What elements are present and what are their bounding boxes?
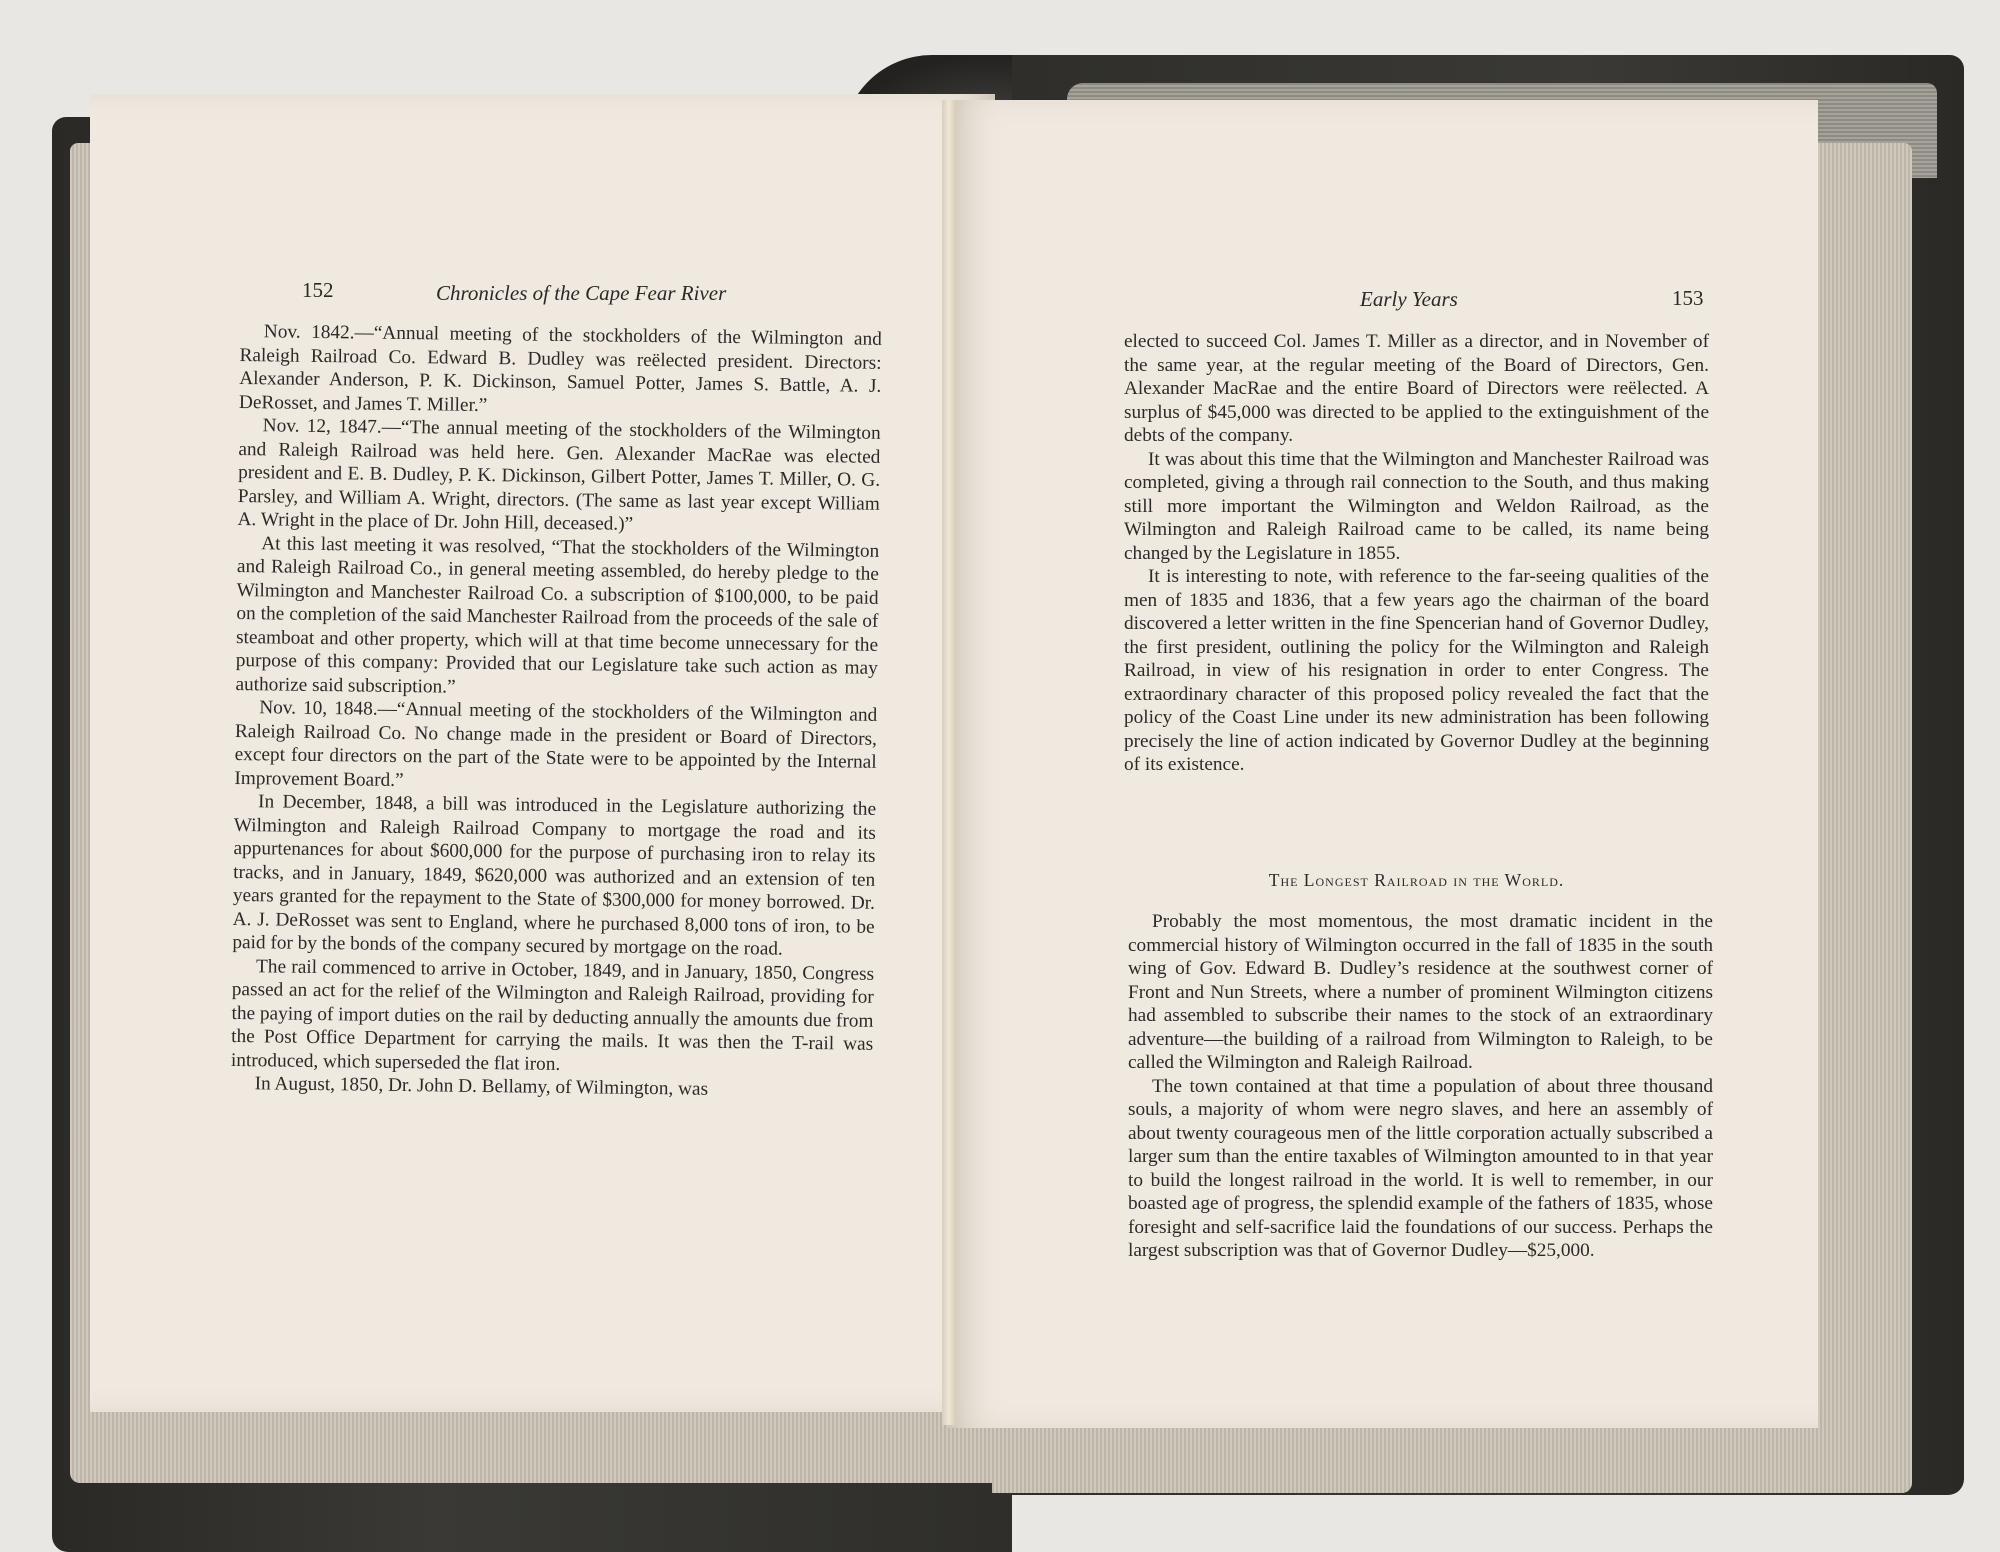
right-paragraph: Probably the most momentous, the most dramatic incident in the commercial history of Wilmington occurred in the fall of 1835 in the south wing of Gov. Edward B. Dudley’s residence at the southwest corner of Front and Nun Streets, where a number of prominent Wilmington citizens had assembled to subscribe their names to the stock of an extraordinary adventure—the building of a railroad from Wilmington to Raleigh, to be called the Wilmington and Raleigh Railroad. <box>1128 911 1713 1073</box>
left-paragraph: In August, 1850, Dr. John D. Bellamy, of Wilmington, was <box>254 1073 709 1100</box>
left-running-head-title: Chronicles of the Cape Fear River <box>436 281 727 305</box>
right-running-head-title: Early Years <box>1360 287 1458 311</box>
right-page-body-bottom <box>1128 910 1713 1263</box>
left-paragraph: Nov. 12, 1847.—“The annual meeting of the stockholders of the Wilmington and Raleigh Railroad was held here. Gen. Alexander MacRae was elected president and E. B. Dudley, P. K. Dickinson, Gilbert Potter, James T. Miller, O. G. Parsley, and William A. Wright, directors. (The same as last year except William A. Wright in the place of Dr. John Hill, deceased.)” <box>237 415 881 535</box>
left-page-number: 152 <box>302 278 334 302</box>
section-heading: The Longest Railroad in the World. <box>1268 870 1565 890</box>
left-page-body <box>231 320 882 1103</box>
left-paragraph: In December, 1848, a bill was introduced in the Legislature authorizing the Wilmington and Raleigh Railroad Company to mortgage the road and its appurtenances for about $600,000 for the purpose of purchasing iron to relay its tracks, and in January, 1849, $620,000 was authorized and an extension of ten years granted for the repayment to the State of $300,000 for money borrowed. Dr. A. J. DeRosset was sent to England, where he purchased 8,000 tons of iron, to be paid for by the bonds of the company secured by mortgage on the road. <box>232 791 877 960</box>
right-paragraph: The town contained at that time a population of about three thousand souls, a majority of whom were negro slaves, and here an assembly of about twenty courageous men of the little corporation actually subscribed a larger sum than the entire taxables of Wilmington amounted to in that year to build the longest railroad in the world. It is well to remember, in our boasted age of progress, the splendid example of the fathers of 1835, whose foresight and self-sacrifice laid the foundations of our success. Perhaps the largest subscription was that of Governor Dudley—$25,000. <box>1128 1075 1713 1261</box>
right-page-number: 153 <box>1672 286 1704 310</box>
left-paragraph: The rail commenced to arrive in October, 1849, and in January, 1850, Congress passed an act for the relief of the Wilmington and Raleigh Railroad, providing for the paying of import duties on the rail by deducting annually the amounts due from the Post Office Department for carrying the mails. It was then the T-rail was introduced, which superseded the flat iron. <box>230 955 875 1075</box>
right-running-head <box>1360 287 1458 312</box>
left-paragraph: Nov. 1842.—“Annual meeting of the stockholders of the Wilmington and Raleigh Railroad Co. Edward B. Dudley was reëlected president. Directors: Alexander Anderson, P. K. Dickinson, Samuel Potter, James S. Battle, A. J. DeRosset, and James T. Miller.” <box>238 321 882 416</box>
book-gutter <box>942 100 956 1425</box>
right-page-body-top <box>1124 330 1709 777</box>
right-paragraph: It is interesting to note, with reference to the far-seeing qualities of the men of 1835 and 1836, that a few years ago the chairman of the board discovered a letter written in the fine Spencerian hand of Governor Dudley, the first president, outlining the policy for the Wilmington and Raleigh Railroad, in view of his resignation in order to enter Congress. The extraordinary character of this proposed policy revealed the fact that the policy of the Coast Line under its new administration has been following precisely the line of action indicated by Governor Dudley at the beginning of its existence. <box>1124 566 1709 775</box>
left-paragraph: Nov. 10, 1848.—“Annual meeting of the stockholders of the Wilmington and Raleigh Railroad Co. No change made in the president or Board of Directors, except four directors on the part of the State were to be appointed by the Internal Improvement Board.” <box>234 697 878 791</box>
right-paragraph: It was about this time that the Wilmington and Manchester Railroad was completed, giving a through rail connection to the South, and thus making still more important the Wilmington and Weldon Railroad, as the Wilmington and Raleigh Railroad came to be called, its name being changed by the Legislature in 1855. <box>1124 448 1709 564</box>
left-running-head <box>436 281 726 306</box>
left-paragraph: At this last meeting it was resolved, “That the stockholders of the Wilmington and Raleigh Railroad Co., in general meeting assembled, do hereby pledge to the Wilmington and Manchester Railroad Co. a subscription of $100,000, to be paid on the completion of the said Manchester Railroad from the proceeds of the sale of steamboat and other property, which will at that time become unnecessary for the purpose of this company: Provided that our Legislature take such action as may authorize said subscription.” <box>235 532 880 698</box>
right-paragraph: elected to succeed Col. James T. Miller as a director, and in November of the same year, at the regular meeting of the Board of Directors, Gen. Alexander MacRae and the entire Board of Directors were reëlected. A surplus of $45,000 was directed to be applied to the extinguishment of the debts of the company. <box>1124 331 1709 446</box>
